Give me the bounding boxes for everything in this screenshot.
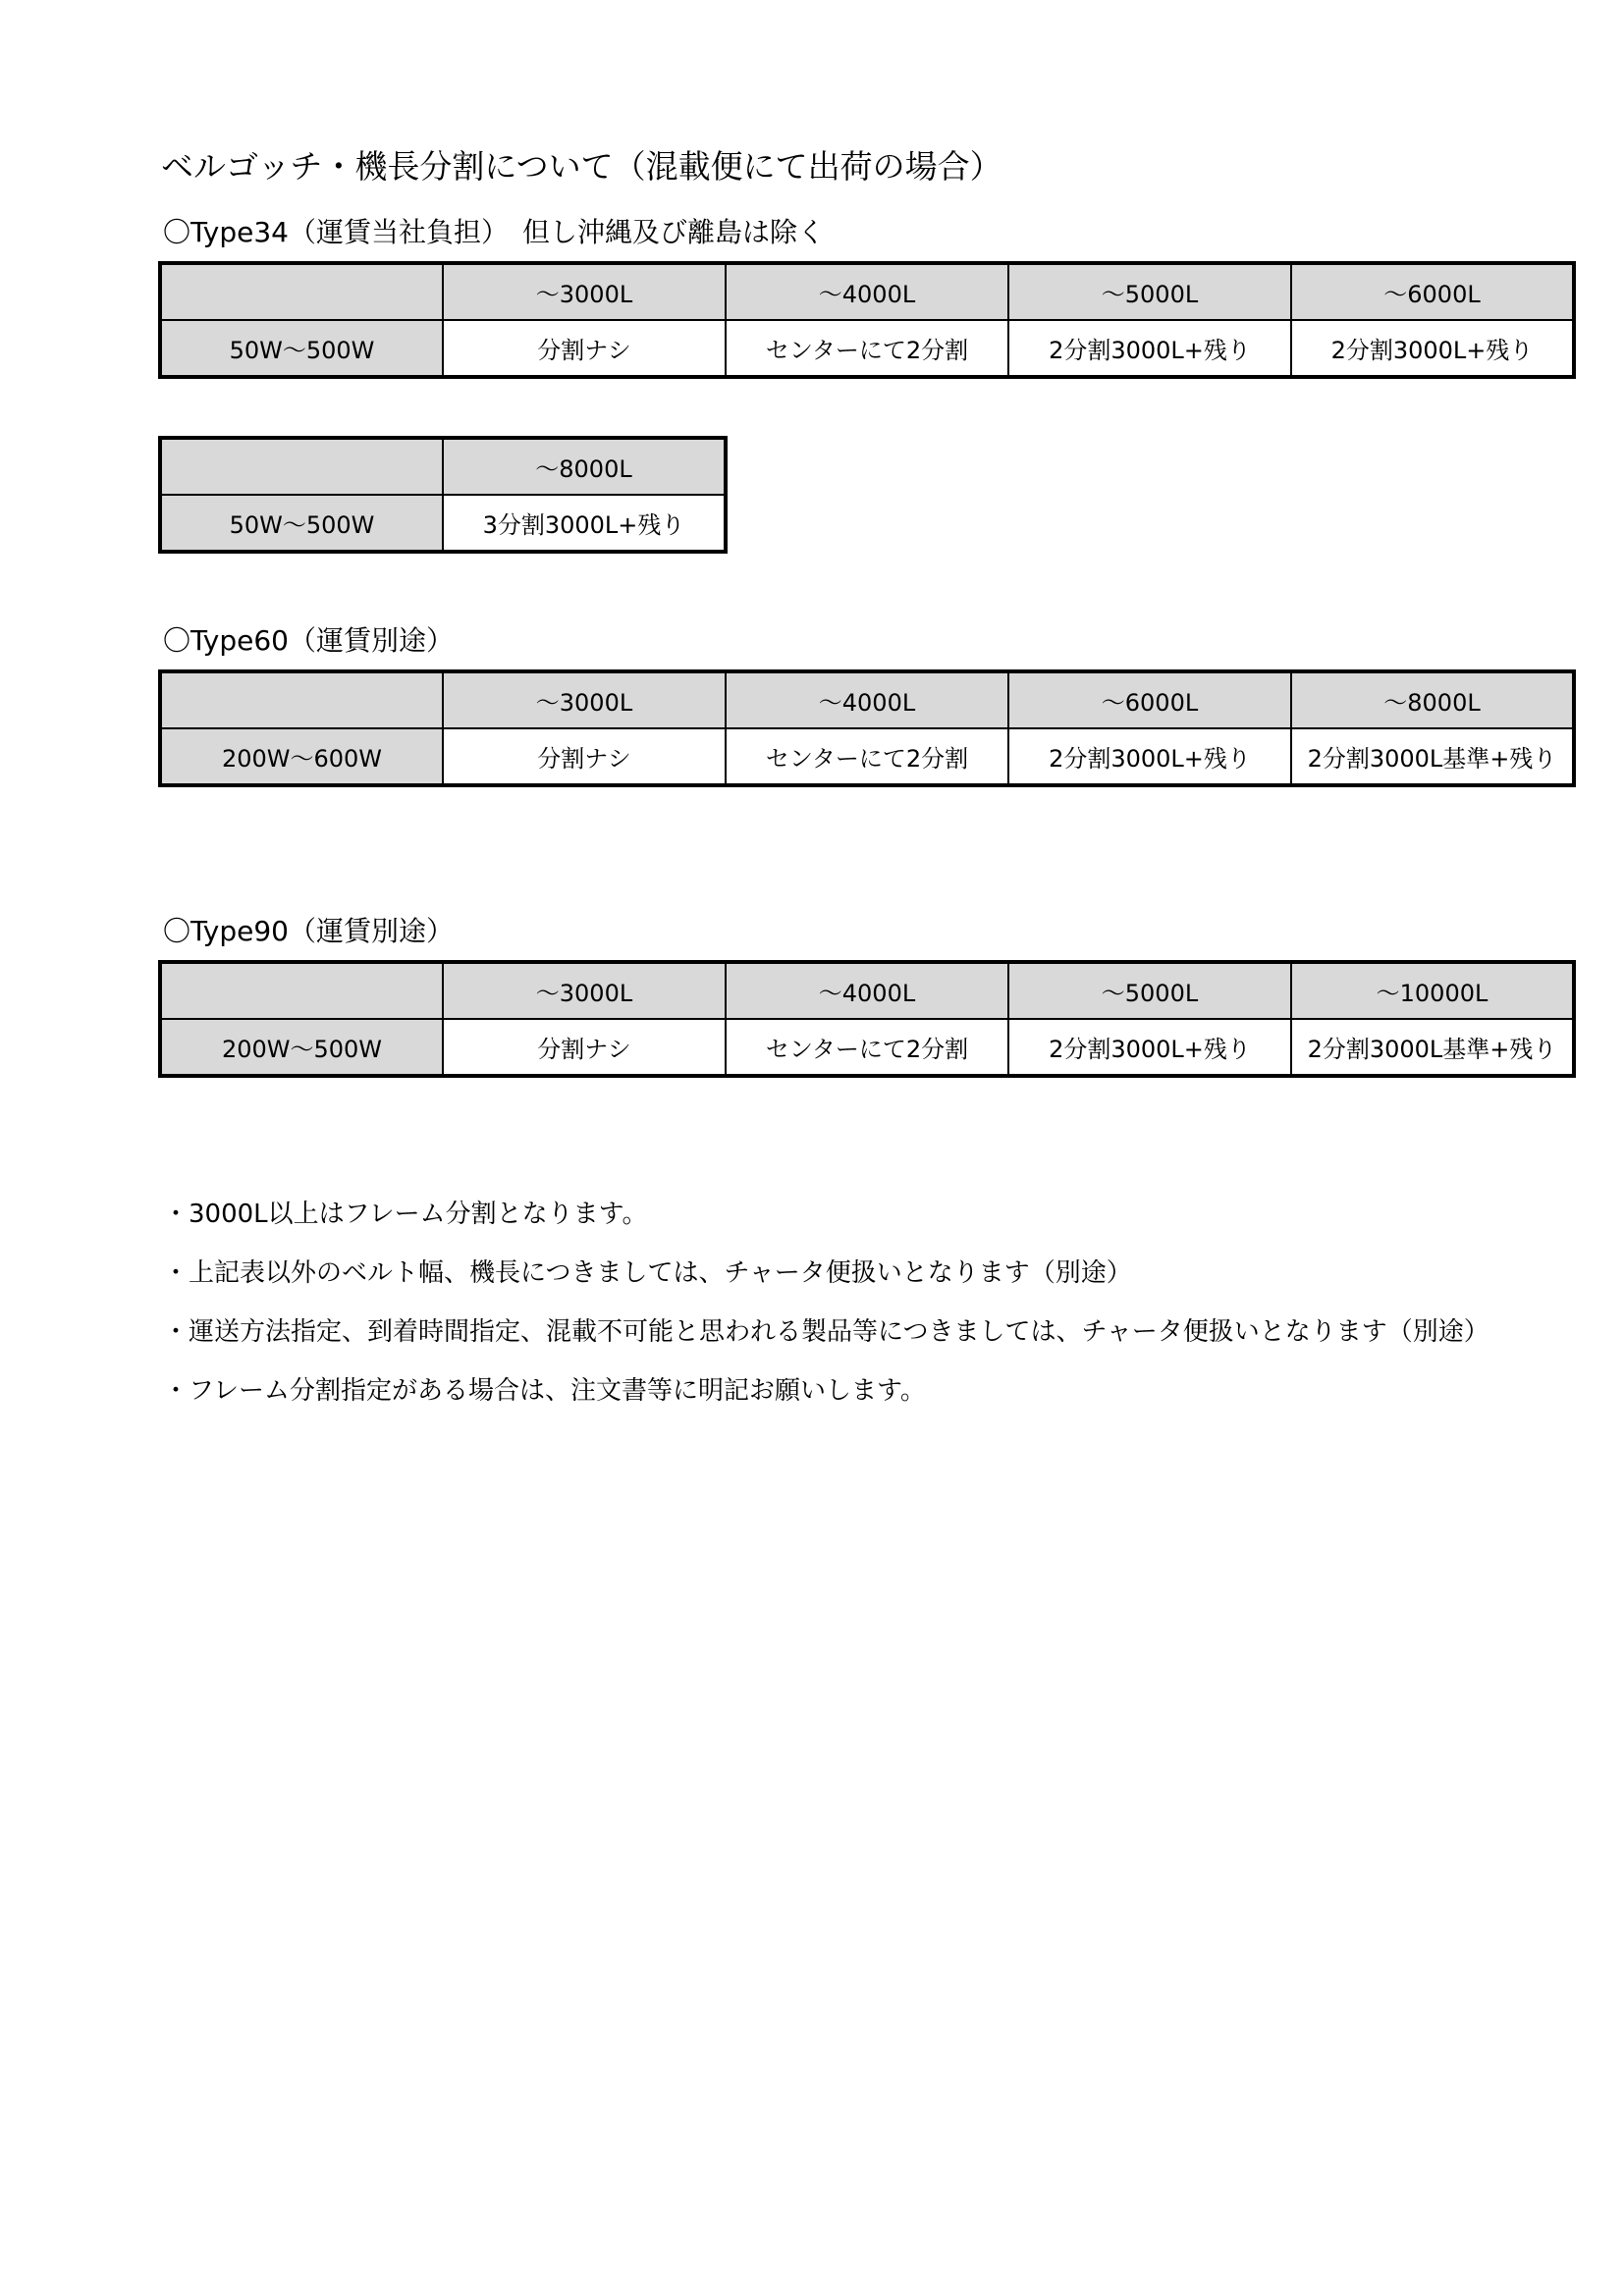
value-cell: 2分割3000L+残り	[1008, 728, 1291, 785]
header-cell: ～3000L	[443, 962, 726, 1019]
note-item: ・上記表以外のベルト幅、機長につきましては、チャータ便扱いとなります（別途）	[163, 1258, 1132, 1288]
notes-list	[163, 1198, 1489, 1433]
value-cell: 分割ナシ	[443, 320, 726, 377]
value-cell: 2分割3000L基準+残り	[1291, 728, 1574, 785]
value-cell: センターにて2分割	[726, 320, 1008, 377]
table-row	[160, 728, 1574, 785]
split-table-type34-extra	[158, 436, 728, 554]
header-cell	[160, 671, 443, 728]
table-row	[160, 320, 1574, 377]
note-item: ・運送方法指定、到着時間指定、混載不可能と思われる製品等につきましては、チャータ便扱いとなります（別途）	[163, 1317, 1489, 1347]
section-heading-type34: 〇Type34（運賃当社負担） 但し沖縄及び離島は除く	[163, 216, 825, 248]
value-cell: センターにて2分割	[726, 1019, 1008, 1076]
table-header-row	[160, 263, 1574, 320]
row-label-cell: 50W～500W	[160, 495, 443, 552]
value-cell: 分割ナシ	[443, 728, 726, 785]
header-cell	[160, 438, 443, 495]
header-cell: ～10000L	[1291, 962, 1574, 1019]
table-header-row	[160, 671, 1574, 728]
header-cell: ～4000L	[726, 671, 1008, 728]
value-cell: センターにて2分割	[726, 728, 1008, 785]
split-table-type34-main	[158, 261, 1576, 379]
header-cell: ～8000L	[1291, 671, 1574, 728]
table-header-row	[160, 962, 1574, 1019]
split-table-type90	[158, 960, 1576, 1078]
header-cell: ～4000L	[726, 962, 1008, 1019]
section-heading-type90: 〇Type90（運賃別途）	[163, 915, 454, 947]
header-cell: ～3000L	[443, 263, 726, 320]
table-row	[160, 495, 726, 552]
header-cell	[160, 962, 443, 1019]
page-title: ベルゴッチ・機長分割について（混載便にて出荷の場合）	[161, 147, 1002, 186]
header-cell: ～4000L	[726, 263, 1008, 320]
header-cell	[160, 263, 443, 320]
header-cell: ～6000L	[1008, 671, 1291, 728]
row-label-cell: 200W～500W	[160, 1019, 443, 1076]
row-label-cell: 200W～600W	[160, 728, 443, 785]
header-cell: ～5000L	[1008, 263, 1291, 320]
split-table-type60	[158, 669, 1576, 787]
value-cell: 2分割3000L+残り	[1291, 320, 1574, 377]
section-heading-type60: 〇Type60（運賃別途）	[163, 624, 454, 657]
row-label-cell: 50W～500W	[160, 320, 443, 377]
value-cell: 2分割3000L基準+残り	[1291, 1019, 1574, 1076]
header-cell: ～8000L	[443, 438, 726, 495]
table-header-row	[160, 438, 726, 495]
header-cell: ～5000L	[1008, 962, 1291, 1019]
table-row	[160, 1019, 1574, 1076]
value-cell: 2分割3000L+残り	[1008, 1019, 1291, 1076]
value-cell: 2分割3000L+残り	[1008, 320, 1291, 377]
header-cell: ～6000L	[1291, 263, 1574, 320]
note-item: ・フレーム分割指定がある場合は、注文書等に明記お願いします。	[163, 1376, 926, 1406]
note-item: ・3000L以上はフレーム分割となります。	[163, 1200, 648, 1229]
header-cell: ～3000L	[443, 671, 726, 728]
value-cell: 3分割3000L+残り	[443, 495, 726, 552]
value-cell: 分割ナシ	[443, 1019, 726, 1076]
